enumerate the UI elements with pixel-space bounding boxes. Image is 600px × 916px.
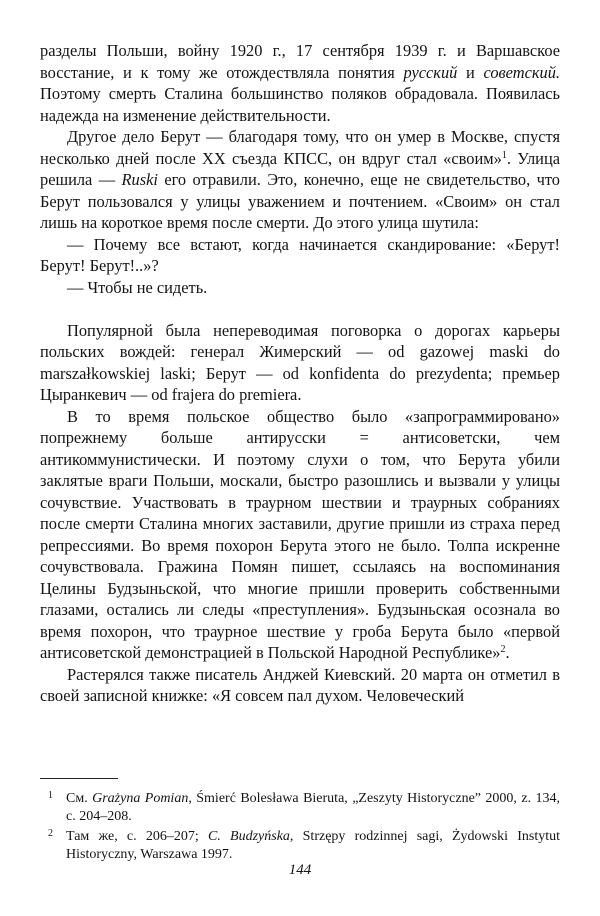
- paragraph: Популярной была непереводимая поговорка о дорогах карьеры польских вождей: генерал Жимерский — od gazowej maski do marszałkowskiej laski; Берут — od konfidenta do prezydenta; премьер Цыранкевич — od frajera do premiera.: [40, 320, 560, 404]
- joke-question: — Почему все встают, когда начинается скандирование: «Берут! Берут! Берут!..»?: [40, 234, 560, 275]
- italic-term: советский.: [483, 62, 561, 82]
- text-run: Другое дело Берут — благодаря тому, что он умер в Москве, спустя несколько дней после XX съезда КПСС, он вдруг стал «своим»: [40, 127, 560, 168]
- paragraph: Растерялся также писатель Анджей Киевский. 20 марта он отметил в своей записной книжке: «Я совсем пал духом. Человеческий: [40, 664, 560, 705]
- paragraph: [40, 126, 560, 234]
- footnote-divider: [40, 778, 118, 779]
- footnote-number: 2: [48, 828, 53, 839]
- footnotes: [40, 790, 560, 866]
- footnote-number: 1: [48, 790, 53, 801]
- text-run: .: [505, 643, 510, 662]
- italic-term: русский: [403, 62, 458, 82]
- footnote-ref: 2: [500, 644, 506, 655]
- text-run: Поэтому смерть Сталина большинство поляков обрадовала. Появилась надежда на изменение действительности.: [40, 84, 560, 125]
- joke-answer: — Чтобы не сидеть.: [67, 277, 208, 297]
- text-run: его отравили. Это, конечно, еще не свидетельство, что Берут пользовался у улицы уважением и почтением. «Своим» он стал лишь на короткое время после смерти. До этого улица шутила:: [40, 170, 560, 232]
- footnote-author: Grażyna Pomian: [92, 791, 189, 806]
- footnote: [40, 790, 560, 826]
- footnote-text: Там же, с. 206–207;: [66, 829, 208, 844]
- footnote-text: См.: [66, 791, 93, 806]
- text-run: и: [457, 62, 484, 82]
- text-run: В то время польское общество было «запрограммировано» попрежнему больше антирусски = антисоветски, чем антикоммунистически. И поэтому слухи о том, что Берута убили заклятые враги Польши, москали, быстро разошлись и вызвали у улицы сочувствие. Участвовать в траурном шествии и траурных собраниях после смерти Сталина многих заставили, другие пришли из страха перед репрессиями. Во время похорон Берута этого не было. Толпа искренне сочувствовала. Гражина Помян пишет, ссылаясь на воспоминания Целины Будзыньской, что многие пришли проверить собственными глазами, остались ли следы «преступления». Будзыньская осознала во время похорон, что траурное шествие у гроба Берута было «первой антисоветской демонстрацией в Польской Народной Республике»: [40, 406, 560, 662]
- footnote-text: , Strzępy rodzinnej sagi, Żydowski Instytut Historyczny, Warszawa 1997.: [66, 829, 560, 862]
- text-run: разделы Польши, войну 1920 г., 17 сентября 1939 г. и Варшавское восстание, и к тому же отождествляла понятия: [40, 41, 560, 82]
- main-text: [40, 40, 560, 707]
- footnote-text: , Śmierć Bolesława Bieruta, „Zeszyty Historyczne” 2000, z. 134, c. 204–208.: [66, 791, 560, 824]
- paragraph: [40, 40, 560, 126]
- footnote-author: C. Budzyńska: [207, 829, 290, 844]
- footnote-ref: 1: [501, 149, 507, 161]
- page-number: 144: [288, 862, 312, 878]
- footnote: [40, 828, 560, 864]
- paragraph: [40, 406, 560, 664]
- text-run: . Улица решила —: [40, 148, 560, 189]
- italic-term: Ruski: [121, 170, 158, 189]
